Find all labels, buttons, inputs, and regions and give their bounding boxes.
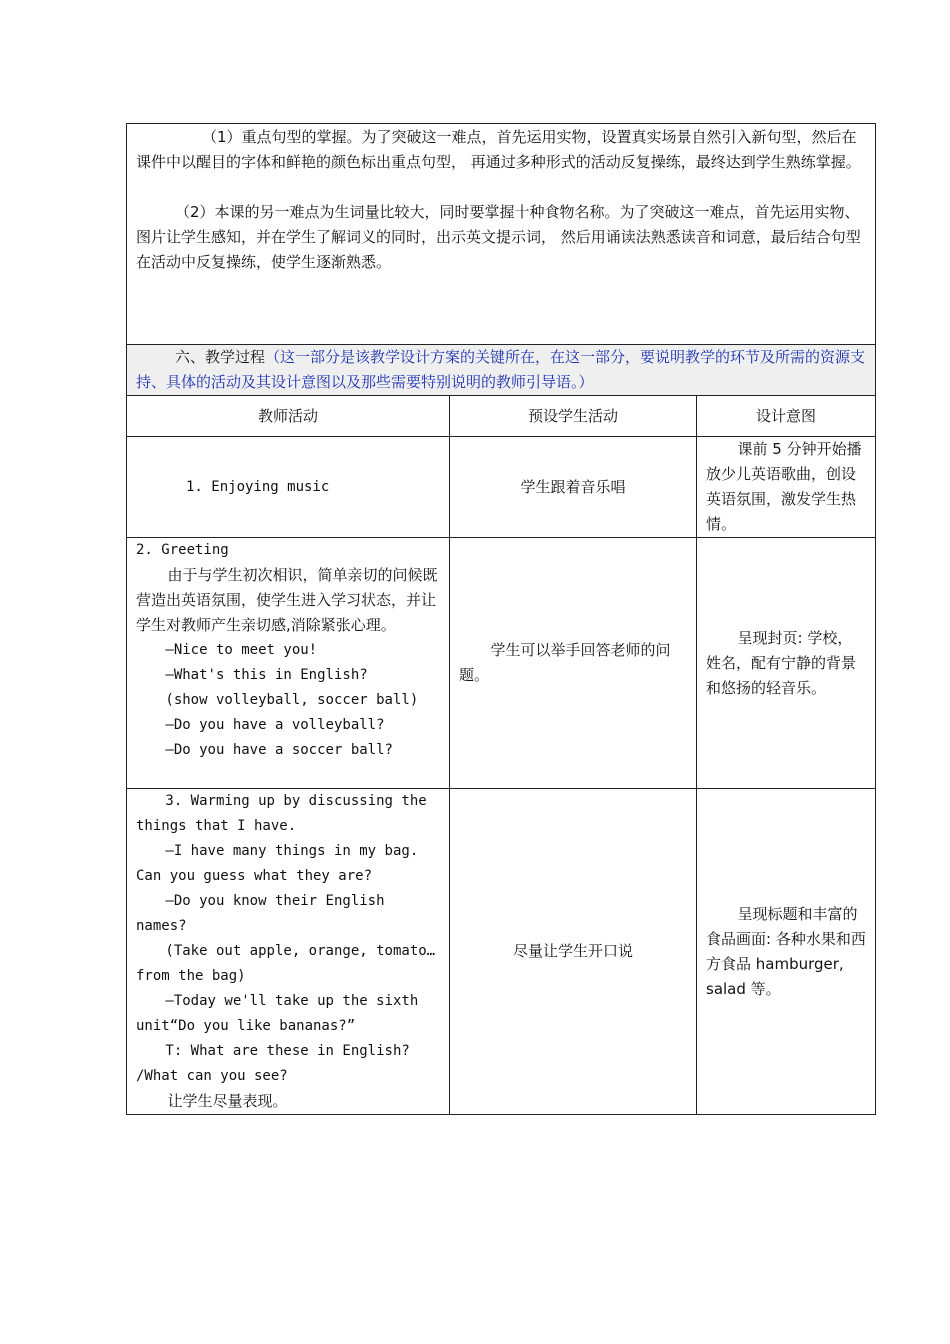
design-intent-text: 呈现封页: 学校，姓名，配有宁静的背景和悠扬的轻音乐。 bbox=[706, 628, 857, 697]
student-activity-cell: 学生跟着音乐唱 bbox=[450, 437, 697, 538]
teacher-line: —Do you have a volleyball? bbox=[165, 717, 385, 733]
teacher-activity-cell bbox=[127, 437, 450, 538]
design-intent-text: 课前 5 分钟开始播放少儿英语歌曲，创设英语氛围，激发学生热情。 bbox=[706, 440, 862, 533]
column-header-teacher: 教师活动 bbox=[127, 396, 450, 437]
column-header-row bbox=[127, 396, 876, 437]
student-activity-cell bbox=[450, 538, 697, 789]
section-note: （这一部分是该教学设计方案的关键所在，在这一部分，要说明教学的环节及所需的资源支持、具体的活动及其设计意图以及那些需要特别说明的教师引导语。） bbox=[136, 348, 866, 391]
section-heading bbox=[136, 345, 866, 395]
teacher-activity-cell bbox=[127, 538, 450, 789]
teacher-line: —Nice to meet you! bbox=[165, 642, 318, 658]
column-header-student: 预设学生活动 bbox=[450, 396, 697, 437]
teacher-line: T: What are these in English? /What can you see? bbox=[136, 1043, 410, 1084]
student-activity-text: 学生可以举手回答老师的问题。 bbox=[459, 641, 671, 684]
teacher-line: (show volleyball, soccer ball) bbox=[165, 692, 419, 708]
teacher-line: 让学生尽量表现。 bbox=[167, 1092, 288, 1110]
design-intent-cell bbox=[697, 538, 876, 789]
teacher-activity-cell bbox=[127, 789, 450, 1115]
teacher-line: —What's this in English? bbox=[165, 667, 368, 683]
table-row bbox=[127, 437, 876, 538]
teacher-line: 3. Warming up by discussing the things that I have. bbox=[136, 793, 427, 834]
table-row bbox=[127, 538, 876, 789]
section-title: 六、教学过程 bbox=[175, 348, 266, 366]
teacher-line: —Do you know their English names? bbox=[136, 893, 385, 934]
column-header-intent: 设计意图 bbox=[697, 396, 876, 437]
table-row bbox=[127, 789, 876, 1115]
design-intent-cell bbox=[697, 437, 876, 538]
teacher-line: (Take out apple, orange, tomato…from the bag) bbox=[136, 943, 436, 984]
difficulty-paragraph-2: （2）本课的另一难点为生词量比较大，同时要掌握十种食物名称。为了突破这一难点，首先运用实物、图片让学生感知，并在学生了解词义的同时，出示英文提示词， 然后用诵读法熟悉读音和词意，最后结合句型在活动中反复操练，使学生逐渐熟悉。 bbox=[136, 203, 861, 271]
teacher-line: —Today we'll take up the sixth unit“Do you like bananas?” bbox=[136, 993, 419, 1034]
lesson-plan-table bbox=[126, 123, 876, 1115]
document-page bbox=[126, 123, 875, 1115]
teacher-line: 1. Enjoying music bbox=[186, 478, 330, 495]
design-intent-cell bbox=[697, 789, 876, 1115]
section-header-row bbox=[127, 345, 876, 396]
teacher-line: —Do you have a soccer ball? bbox=[165, 742, 393, 758]
design-intent-text: 呈现标题和丰富的食品画面: 各种水果和西方食品 hamburger, salad 等。 bbox=[706, 904, 866, 998]
teacher-line: —I have many things in my bag. Can you guess what they are? bbox=[136, 843, 419, 884]
teacher-line: 2. Greeting bbox=[136, 542, 229, 558]
difficulty-paragraph-1: （1）重点句型的掌握。为了突破这一难点，首先运用实物，设置真实场景自然引入新句型，然后在课件中以醒目的字体和鲜艳的颜色标出重点句型， 再通过多种形式的活动反复操练，最终达到学生熟练掌握。 bbox=[136, 128, 861, 171]
teacher-line: 由于与学生初次相识，简单亲切的问候既营造出英语氛围，使学生进入学习状态，并让学生对教师产生亲切感,消除紧张心理。 bbox=[136, 566, 438, 634]
difficulty-row bbox=[127, 124, 876, 345]
student-activity-cell: 尽量让学生开口说 bbox=[450, 789, 697, 1115]
